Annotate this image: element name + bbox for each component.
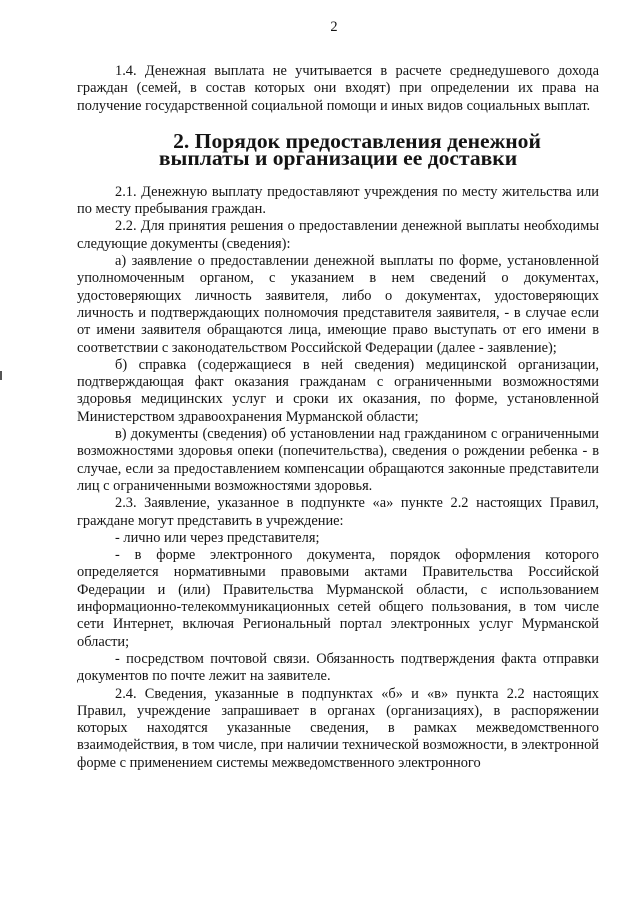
list-item-postal: - посредством почтовой связи. Обязанность подтверждения факта отправки документов по почте лежит на заявителе. xyxy=(77,650,599,685)
page-number: 2 xyxy=(330,19,338,35)
paragraph-2-2-v: в) документы (сведения) об установлении над гражданином с ограниченными возможностями здоровья опеки (попечительства), сведения о рождении ребенка - в случае, если за предоставлением компенсации обращаются законные представители лиц с ограниченными возможностями здоровья. xyxy=(77,426,599,494)
list-item-in-person: - лично или через представителя; xyxy=(115,529,320,546)
list-item-electronic: - в форме электронного документа, порядок оформления которого определяется нормативными правовыми актами Правительства Российской Федерации и (или) Правительства Мурманской области, с использованием информационно-телекоммуникационных сетей общего пользования, в том числе сети Интернет, включая Региональный портал электронных услуг Мурманской области; xyxy=(77,547,599,650)
document-body xyxy=(77,63,599,772)
paragraph-2-2-a: а) заявление о предоставлении денежной выплаты по форме, установленной уполномоченным органом, с указанием в нем сведений о документах, удостоверяющих личность заявителя, либо о документах, удостоверяющих личность и подтверждающих полномочия представителя заявителя, - в случае если от имени заявителя обращаются лица, имеющие право выступать от его имени в соответствии с законодательством Российской Федерации (далее - заявление); xyxy=(77,253,599,356)
paragraph-2-4: 2.4. Сведения, указанные в подпунктах «б» и «в» пункта 2.2 настоящих Правил, учреждение запрашивает в органах (организациях), в распоряжении которых находятся указанные сведения, в рамках межведомственного взаимодействия, в том числе, при наличии технической возможности, в электронной форме с применением системы межведомственного электронного xyxy=(77,685,599,771)
paragraph-2-2: 2.2. Для принятия решения о предоставлении денежной выплаты необходимы следующие документы (сведения): xyxy=(77,218,599,252)
paragraph-2-1: 2.1. Денежную выплату предоставляют учреждения по месту жительства или по месту пребывания граждан. xyxy=(77,183,599,218)
paragraph-2-3: 2.3. Заявление, указанное в подпункте «а» пункте 2.2 настоящих Правил, граждане могут представить в учреждение: xyxy=(77,495,599,529)
paragraph-1-4: 1.4. Денежная выплата не учитывается в расчете среднедушевого дохода граждан (семей, в состав которых они входят) при определении их права на получение государственной социальной помощи и иных видов социальных выплат. xyxy=(77,63,599,114)
paragraph-2-2-b: б) справка (содержащиеся в ней сведения) медицинской организации, подтверждающая факт оказания гражданам с ограниченными возможностями здоровья медицинских услуг и сроки их оказания, по форме, установленной Министерством здравоохранения Мурманской области; xyxy=(77,356,599,425)
section-heading: 2. Порядок предоставления денежной выплаты и организации ее доставки xyxy=(158,128,541,171)
scan-edge-mark xyxy=(0,371,2,380)
